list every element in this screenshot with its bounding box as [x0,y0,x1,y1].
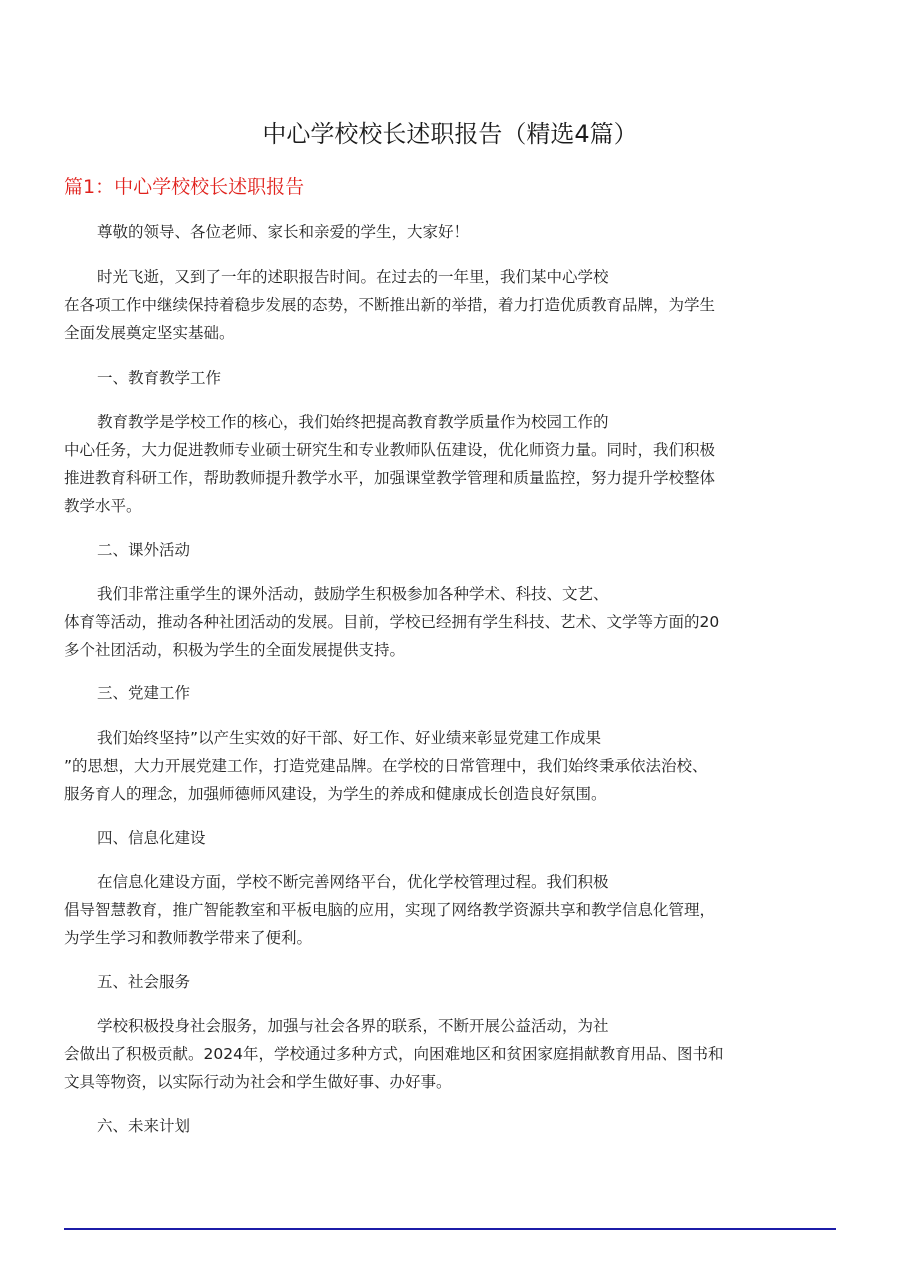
section-heading: 四、信息化建设 [97,829,206,847]
paragraph-line: ”的思想，大力开展党建工作，打造党建品牌。在学校的日常管理中，我们始终秉承依法治校、 [64,757,708,775]
section-heading: 五、社会服务 [97,973,191,991]
paragraph-line: 全面发展奠定坚实基础。 [64,324,235,342]
paragraph-line: 我们非常注重学生的课外活动，鼓励学生积极参加各种学术、科技、文艺、 [97,585,609,603]
section-heading: 二、课外活动 [97,541,191,559]
paragraph-line: 为学生学习和教师教学带来了便利。 [64,929,313,947]
paragraph-line: 在各项工作中继续保持着稳步发展的态势，不断推出新的举措，着力打造优质教育品牌，为学生 [64,296,716,314]
paragraph-line: 体育等活动，推动各种社团活动的发展。目前，学校已经拥有学生科技、艺术、文学等方面的20 [64,613,720,631]
paragraph-line: 推进教育科研工作，帮助教师提升教学水平，加强课堂教学管理和质量监控，努力提升学校整体 [64,469,716,487]
paragraph-line: 教学水平。 [64,497,142,515]
paragraph-line: 服务育人的理念，加强师德师风建设，为学生的养成和健康成长创造良好氛围。 [64,785,607,803]
article-title: 篇1：中心学校校长述职报告 [64,176,305,198]
section-heading: 三、党建工作 [97,684,191,702]
document-title: 中心学校校长述职报告（精选4篇） [262,120,638,148]
section-heading: 六、未来计划 [97,1117,191,1135]
footer-divider [64,1228,836,1230]
paragraph-line: 在信息化建设方面，学校不断完善网络平台，优化学校管理过程。我们积极 [97,873,609,891]
paragraph-line: 学校积极投身社会服务，加强与社会各界的联系，不断开展公益活动，为社 [97,1017,609,1035]
section-heading: 一、教育教学工作 [97,369,222,387]
paragraph-line: 中心任务，大力促进教师专业硕士研究生和专业教师队伍建设，优化师资力量。同时，我们积极 [64,441,716,459]
paragraph-line: 教育教学是学校工作的核心，我们始终把提高教育教学质量作为校园工作的 [97,413,609,431]
paragraph-line: 会做出了积极贡献。2024年，学校通过多种方式，向困难地区和贫困家庭捐献教育用品、图书和 [64,1045,724,1063]
paragraph-line: 多个社团活动，积极为学生的全面发展提供支持。 [64,641,406,659]
paragraph-line: 文具等物资，以实际行动为社会和学生做好事、办好事。 [64,1073,452,1091]
greeting-paragraph: 尊敬的领导、各位老师、家长和亲爱的学生，大家好！ [97,223,470,241]
paragraph-line: 倡导智慧教育，推广智能教室和平板电脑的应用，实现了网络教学资源共享和教学信息化管理， [64,901,716,919]
paragraph-line: 时光飞逝，又到了一年的述职报告时间。在过去的一年里，我们某中心学校 [97,268,609,286]
paragraph-line: 我们始终坚持”以产生实效的好干部、好工作、好业绩来彰显党建工作成果 [97,729,602,747]
